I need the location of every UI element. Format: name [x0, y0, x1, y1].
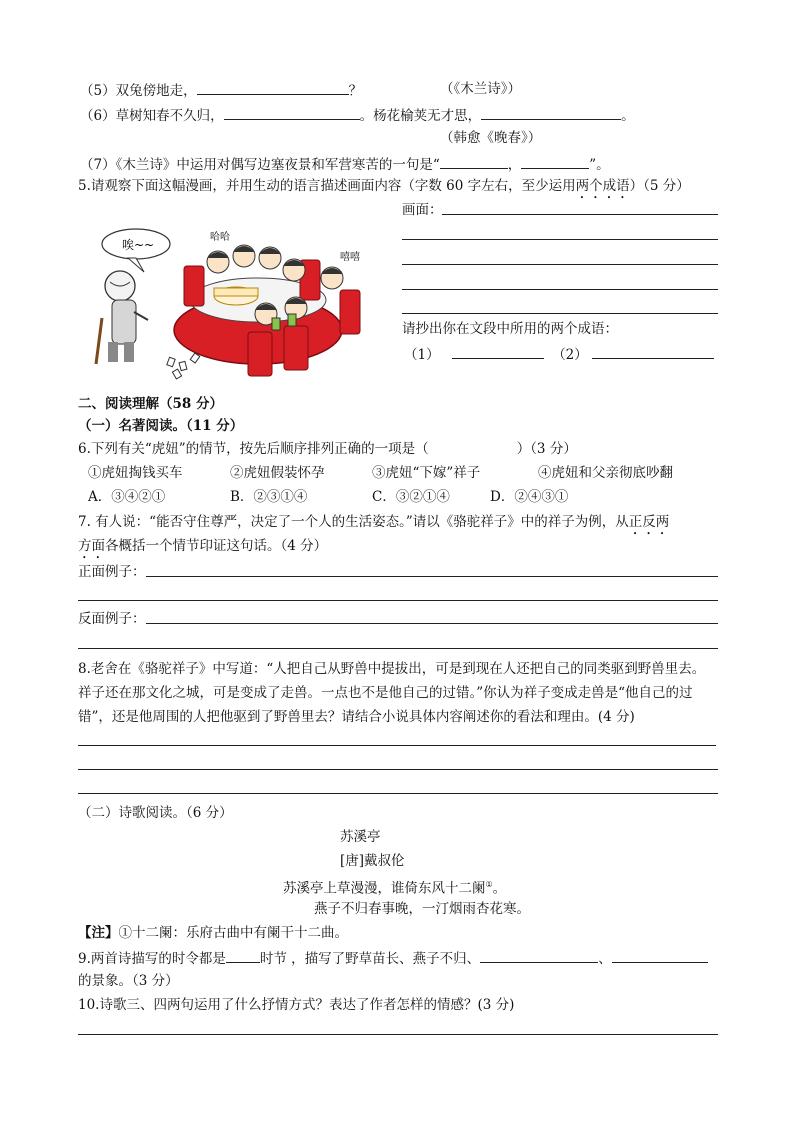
q5-source: （《木兰诗》） — [440, 81, 521, 97]
old-man-figure — [96, 271, 148, 364]
phone — [272, 318, 280, 330]
q8-stem-line1: 8.老舍在《骆驼祥子》中写道：“人把自己从野兽中提拔出，可是到现在人还把自己的同类驱到野兽里去。 — [78, 661, 706, 677]
chair — [184, 266, 204, 306]
poem-title: 苏溪亭 — [340, 829, 381, 845]
answer-line[interactable] — [78, 1034, 718, 1035]
motion-marks — [167, 353, 200, 379]
bubble-kids-text: 哈哈 — [210, 232, 230, 243]
answer-line[interactable] — [78, 745, 716, 746]
answer-line[interactable] — [402, 313, 718, 314]
q6-option-c[interactable]: C．③②①④ — [372, 489, 450, 505]
answer-line[interactable] — [442, 214, 718, 215]
answer-blank[interactable] — [440, 154, 508, 169]
q6-option-a[interactable]: A．③④②① — [88, 489, 166, 505]
poem-section-title: （二）诗歌阅读。（6 分） — [78, 805, 233, 821]
negative-example-label: 反面例子： — [78, 611, 146, 627]
subsection-title: （一）名著阅读。（11 分） — [78, 418, 244, 434]
q6-item: ①虎妞掏钱买车 — [88, 465, 183, 481]
idiom-blank-1[interactable] — [452, 344, 544, 359]
idiom-prompt: 请抄出你在文段中所用的两个成语： — [402, 321, 618, 337]
q6-line: （6）草树知春不久归， 。杨花榆荚无才思， 。 — [80, 105, 635, 125]
q9-stem: 9.两首诗描写的时令都是 时节 ，描写了野草苗长、燕子不归、 、 — [78, 948, 708, 968]
answer-blank[interactable] — [224, 105, 360, 120]
q5-cartoon-prompt: 5.请观察下面这幅漫画，并用生动的语言描述画面内容（字数 60 字左右，至少运用两个成语）（5 分） — [78, 178, 690, 194]
answer-line[interactable] — [402, 239, 718, 240]
q6-stem: 6.下列有关“虎妞”的情节，按先后顺序排列正确的一项是（ ）（3 分） — [78, 441, 577, 457]
answer-line[interactable] — [78, 648, 718, 649]
answer-blank[interactable] — [197, 80, 349, 95]
bubble-side-text: 嘻嘻 — [340, 252, 360, 263]
answer-line[interactable] — [78, 600, 718, 601]
idiom-answers: （1） （2） — [404, 344, 714, 364]
answer-line[interactable] — [402, 264, 718, 265]
answer-blank[interactable] — [480, 948, 598, 963]
q10-stem: 10.诗歌三、四两句运用了什么抒情方式？表达了作者怎样的情感？(3 分) — [78, 997, 515, 1013]
answer-blank[interactable] — [226, 948, 260, 963]
phone — [288, 314, 296, 326]
q7-fill-line: （7）《木兰诗》中运用对偶写边塞夜景和军营寒苦的一句是“ ， ”。 — [80, 154, 610, 174]
q7-stem-line1: 7. 有人说：“能否守住尊严，决定了一个人的生活姿态。”请以《骆驼祥子》中的祥子为例，从正反两 — [78, 514, 670, 530]
idiom-blank-2[interactable] — [592, 344, 714, 359]
family-dinner-cartoon — [88, 222, 384, 380]
q6-item: ④虎妞和父亲彻底吵翻 — [538, 465, 673, 481]
q6-item: ③虎妞“下嫁”祥子 — [372, 465, 481, 481]
answer-line[interactable] — [146, 623, 718, 624]
answer-line[interactable] — [402, 289, 718, 290]
q5-line: （5）双兔傍地走， ？ — [80, 80, 362, 100]
desc-label: 画面： — [402, 202, 443, 218]
answer-line[interactable] — [78, 769, 718, 770]
poem-line-2: 燕子不归春事晚，一汀烟雨杏花寒。 — [314, 901, 530, 917]
answer-blank[interactable] — [521, 154, 589, 169]
q8-stem-line3: 错”，还是他周围的人把他驱到了野兽里去？请结合小说具体内容阐述你的看法和理由。(4 分) — [78, 709, 635, 725]
q6-source: （韩愈《晚春》） — [440, 130, 542, 146]
poem-note: 【注】①十二阑：乐府古曲中有阑干十二曲。 — [78, 925, 348, 941]
q6-option-b[interactable]: B．②③①④ — [230, 489, 308, 505]
q6-option-d[interactable]: D．②④③① — [490, 489, 569, 505]
q6-item: ②虎妞假装怀孕 — [230, 465, 325, 481]
answer-blank[interactable] — [612, 948, 708, 963]
q7-stem-line2: 方面各概括一个情节印证这句话。（4 分） — [78, 538, 328, 554]
answer-line[interactable] — [146, 576, 718, 577]
section-title: 二、阅读理解（58 分） — [78, 396, 223, 412]
poem-line-1: 苏溪亭上草漫漫，谁倚东风十二阑①。 — [283, 880, 507, 897]
bubble-old-text: 唉~~ — [122, 238, 155, 252]
chair — [284, 326, 308, 370]
positive-example-label: 正面例子： — [78, 564, 146, 580]
q8-stem-line2: 祥子还在那文化之城，可是变成了走兽。一点也不是他自己的过错。”你认为祥子变成走兽是“他自己的过 — [78, 685, 693, 701]
answer-line[interactable] — [78, 793, 718, 794]
q9-stem-line2: 的景象。（3 分） — [78, 973, 179, 989]
poem-author: [唐]戴叔伦 — [340, 853, 405, 869]
chair — [248, 332, 272, 376]
answer-blank[interactable] — [481, 105, 621, 120]
chair — [340, 290, 360, 334]
